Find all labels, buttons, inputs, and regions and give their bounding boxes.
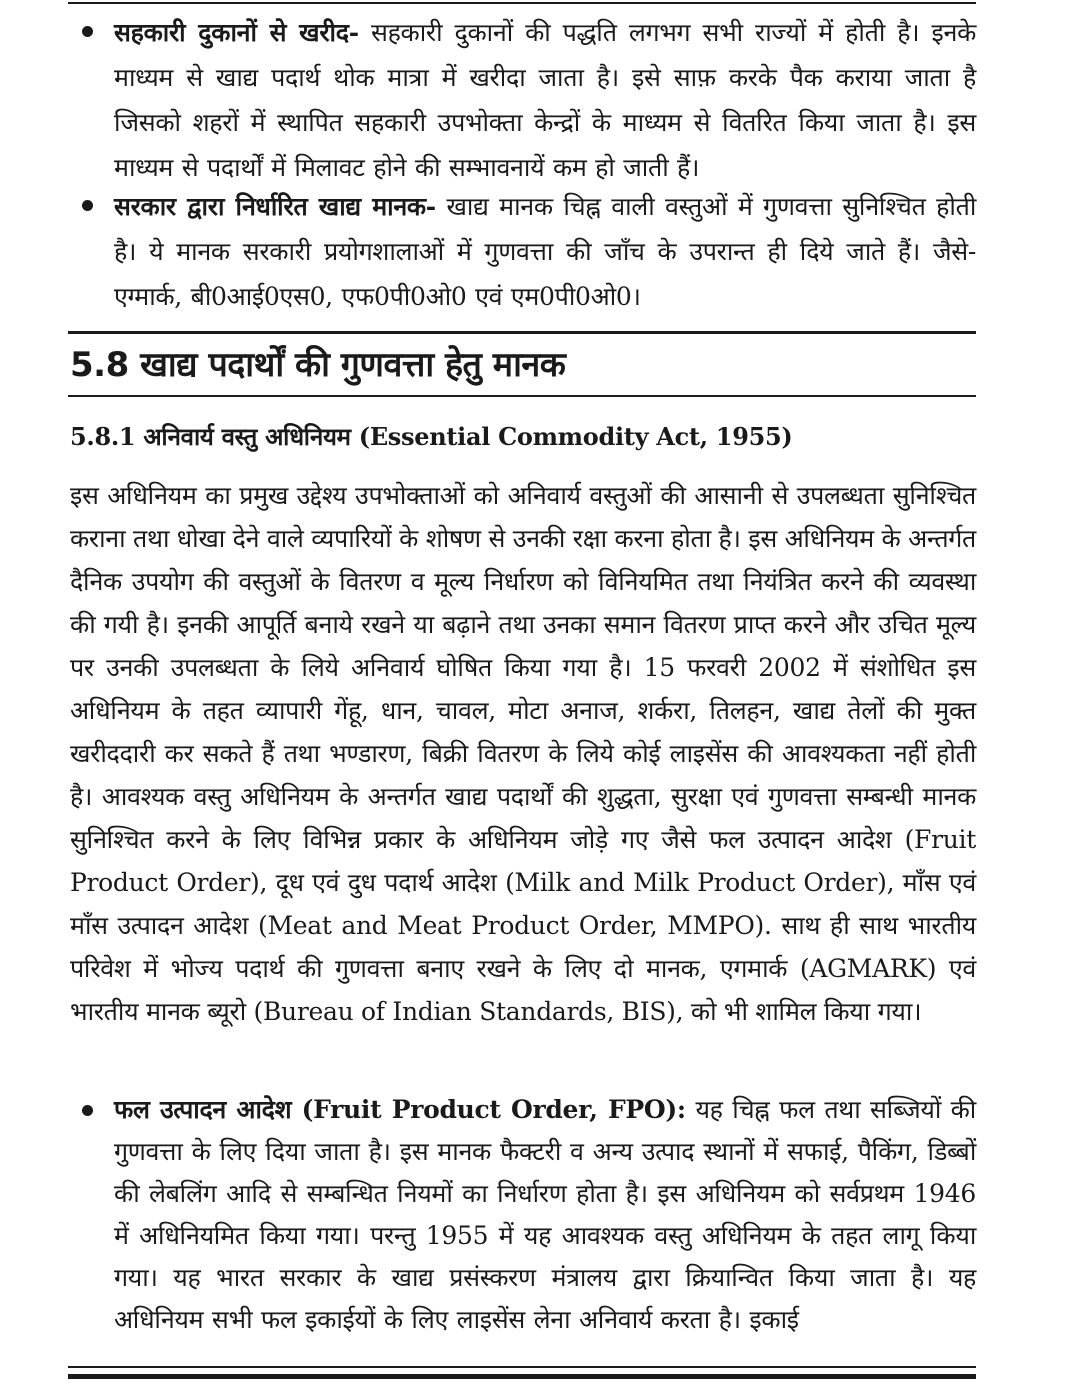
bullet-government-food-standards xyxy=(82,184,976,319)
bullet-dot-icon xyxy=(82,1105,93,1116)
bullet-fruit-product-order xyxy=(82,1089,976,1341)
bullet-description: सहकारी दुकानों की पद्धति लगभग सभी राज्यों में होती है। इनके माध्यम से खाद्य पदार्थ थोक मात्रा में खरीदा जाता है। इसे साफ़ करके पैक कराया जाता है जिसको शहरों में स्थापित सहकारी उपभोक्ता केन्द्रों के माध्यम से वितरित किया जाता है। इस माध्यम से पदार्थों में मिलावट होने की सम्भावनायें कम हो जाती हैं। xyxy=(114,18,976,182)
heading-rule-top xyxy=(68,331,976,334)
top-rule xyxy=(68,2,976,4)
section-heading: 5.8 खाद्य पदार्थों की गुणवत्ता हेतु मानक xyxy=(70,345,566,385)
bullet-dot-icon xyxy=(82,200,93,211)
footer-rule-thin xyxy=(68,1366,976,1368)
heading-rule-bottom xyxy=(68,395,976,397)
bullet-body xyxy=(114,184,976,319)
bullet-body xyxy=(114,10,976,190)
bullet-body xyxy=(114,1089,976,1341)
bullet-title: सरकार द्वारा निर्धारित खाद्य मानक- xyxy=(114,192,436,221)
bullet-title: फल उत्पादन आदेश (Fruit Product Order, FPO): xyxy=(114,1095,686,1124)
bullet-title: सहकारी दुकानों से खरीद- xyxy=(114,18,359,47)
body-paragraph: इस अधिनियम का प्रमुख उद्देश्य उपभोक्ताओं को अनिवार्य वस्तुओं की आसानी से उपलब्धता सुनिश्चित कराना तथा धोखा देने वाले व्यपारियों के शोषण से उनकी रक्षा करना होता है। इस अधिनियम के अन्तर्गत दैनिक उपयोग की वस्तुओं के वितरण व मूल्य निर्धारण को विनियमित तथा नियंत्रित करने की व्यवस्था की गयी है। इनकी आपूर्ति बनाये रखने या बढ़ाने तथा उनका समान वितरण प्राप्त करने और उचित मूल्य पर उनकी उपलब्धता के लिये अनिवार्य घोषित किया गया है। 15 फरवरी 2002 में संशोधित इस अधिनियम के तहत व्यापारी गेंहू, धान, चावल, मोटा अनाज, शर्करा, तिलहन, खाद्य तेलों की मुक्त खरीददारी कर सकते हैं तथा भण्डारण, बिक्री वितरण के लिये कोई लाइसेंस की आवश्यकता नहीं होती है। आवश्यक वस्तु अधिनियम के अन्तर्गत खाद्य पदार्थों की शुद्धता, सुरक्षा एवं गुणवत्ता सम्बन्धी मानक सुनिश्चित करने के लिए विभिन्न प्रकार के अधिनियम जोड़े गए जैसे फल उत्पादन आदेश (Fruit Product Order), दूध एवं दुध पदार्थ आदेश (Milk and Milk Product Order), माँस एवं माँस उत्पादन आदेश (Meat and Meat Product Order, MMPO). साथ ही साथ भारतीय परिवेश में भोज्य पदार्थ की गुणवत्ता बनाए रखने के लिए दो मानक, एगमार्क (AGMARK) एवं भारतीय मानक ब्यूरो (Bureau of Indian Standards, BIS), को भी शामिल किया गया। xyxy=(70,481,976,1026)
bullet-description: खाद्य मानक चिह्न वाली वस्तुओं में गुणवत्ता सुनिश्चित होती है। ये मानक सरकारी प्रयोगशालाओं में गुणवत्ता की जाँच के उपरान्त ही दिये जाते हैं। जैसे- एग्मार्क, बी0आई0एस0, एफ0पी0ओ0 एवं एम0पी0ओ0। xyxy=(114,192,976,311)
bullet-dot-icon xyxy=(82,26,93,37)
bullet-cooperative-stores xyxy=(82,10,976,190)
subsection-heading: 5.8.1 अनिवार्य वस्तु अधिनियम (Essential Commodity Act, 1955) xyxy=(70,422,793,451)
footer-rule-thick xyxy=(68,1374,976,1379)
bullet-description: यह चिह्न फल तथा सब्जियों की गुणवत्ता के लिए दिया जाता है। इस मानक फैक्टरी व अन्य उत्पाद स्थानों में सफाई, पैकिंग, डिब्बों की लेबलिंग आदि से सम्बन्धित नियमों का निर्धारण होता है। इस अधिनियम को सर्वप्रथम 1946 में अधिनियमित किया गया। परन्तु 1955 में यह आवश्यक वस्तु अधिनियम के तहत लागू किया गया। यह भारत सरकार के खाद्य प्रसंस्करण मंत्रालय द्वारा क्रियान्वित किया जाता है। यह अधिनियम सभी फल इकाईयों के लिए लाइसेंस लेना अनिवार्य करता है। इकाई xyxy=(114,1095,976,1334)
